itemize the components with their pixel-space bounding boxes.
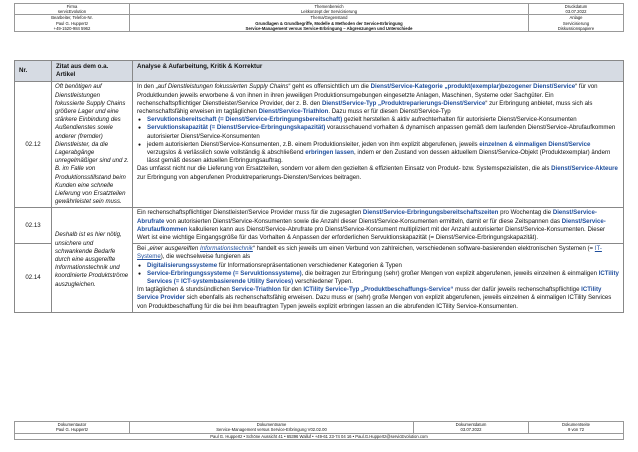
themenbereich-label: Themenbereich [314, 4, 344, 9]
bearbeiter-name: Paul G. Huppertz [55, 20, 89, 26]
header-firma [15, 4, 130, 15]
analysis-table [14, 60, 624, 313]
term-span: Dienst/Service-Typ „Produktreparierungs-Dienst/Service [321, 99, 486, 107]
footer-table [14, 421, 624, 440]
firma-value: servicEvolution [57, 9, 87, 15]
firma-label: Firma [66, 4, 78, 9]
text-span: von autorisierten Dienst/Service-Konsumenten sowie die Anzahl dieser Dienst/Service-Konsumenten ermitteln, damit er für diese Zeitspannen das [164, 217, 562, 225]
bearbeiter-phone: +49-1520-984 5962 [53, 25, 91, 31]
row-analyse [133, 82, 624, 208]
text-span: jedem autorisierten Dienst/Service-Konsumenten, z.B. einem Produktionsleiter, jeden von ihm explizit abgerufenen, jeweils [147, 140, 480, 148]
list-item [147, 262, 619, 270]
list-item [147, 116, 619, 124]
analyse-paragraph [137, 286, 619, 311]
themenbereich-value: Leitkonzept der Servicisierung [300, 9, 358, 15]
informationstechnik-link[interactable]: Informationstechnik [200, 245, 253, 253]
term-span: Dienst/Service-Kategorie „produkt(exemplar)bezogener Dienst/Service [370, 83, 576, 91]
term-span: Dienst/Service-Abrufaufkommen [137, 217, 606, 233]
autor-label: Dokumentautor [57, 422, 87, 427]
text-span: sich ebenfalls als rechenschaftsfähig erweisen. Dazu muss er (sehr) große Mengen von explizit abgerufenen, jeweils einzelnen & einmaligen ICTility Services von Produktbeschaffung für die bei ihm beauftragten Typen jeweils explizit erbringen lassen an die abrufenden ICTility Service-Konsumenten. [137, 294, 612, 310]
dokumentname-value: Service-Management versus Service-Erbringung V02.02.00 [216, 427, 327, 433]
col-header-nr: Nr. [15, 61, 52, 82]
table-header-row [15, 61, 624, 82]
analyse-paragraph [137, 209, 619, 242]
footer-name [130, 422, 414, 434]
term-span: Dienst/Service-Erbringungsbereitschaftszeiten [362, 209, 499, 217]
term-span: einzelnen & einmaligen Dienst/Service [479, 140, 591, 148]
header-druckdatum [529, 4, 624, 15]
text-span: “ geht es offensichtlich um die [288, 83, 371, 91]
dokumentdatum-value: 03.07.2022 [460, 427, 482, 433]
text-span: In den „ [137, 83, 158, 91]
text-span: , indem er den Zustand von dessen aktuellem Dienst/Service-Objekt (Produktexemplar) ändern lässt gemäß dessen aktuellen Erbringungsauftrag. [147, 149, 611, 165]
text-span: vorausschauend vorhalten & dynamisch anpassen gemäß dem laufenden Dienst/Service-Abrufaufkommen autorisierter Dienst/Service-Konsumenten [147, 124, 616, 140]
text-span: pro Wochentag die [498, 209, 553, 217]
text-span: verzugslos & verlässlich sowie vollständig & abschließend [147, 149, 306, 157]
quote-span: auf Dienstleistungen fokussierten Supply Chains [157, 83, 289, 91]
text-span: für den [280, 286, 304, 294]
term-span: Digitalisierungssysteme [147, 261, 218, 269]
row-nr: 02.14 [15, 244, 52, 313]
term-span: erbringen lassen [305, 149, 354, 157]
autor-value: Paul G. Huppertz [55, 427, 89, 433]
dokumentname-label: Dokumentname [256, 422, 287, 427]
text-span: “ zur Erbringung anbietet, muss sich als rechenschaftsfähig erweisen im tagtäglichen [137, 99, 593, 116]
text-span: verschiedener Typen. [293, 278, 354, 286]
row-nr: 02.13 [15, 208, 52, 244]
list-item [147, 141, 619, 166]
footer-autor [15, 422, 130, 434]
text-span: gezielt herstellen & aktiv aufrechterhalten für autorisierte Dienst/Service-Konsumenten [342, 116, 577, 124]
footer-address: Paul G. Huppertz • Schöne Aussicht 41 • 65396 Walluf • +49-61 23-74 04 16 • Paul.G.Huppertz@servicEvolution.com [15, 433, 624, 439]
term-span: Service-Erbringungssysteme (= Servuktionssysteme) [147, 269, 302, 277]
footer-datum [414, 422, 529, 434]
col-header-zitat: Zitat aus dem o.a. Artikel [52, 61, 133, 82]
quote-span: einer ausgereiften [149, 245, 201, 253]
thema-line2: Service-Management versus Service-Erbringung – Abgrenzungen und Unterschiede [245, 25, 413, 31]
row-analyse [133, 244, 624, 313]
row-nr: 02.12 [15, 82, 52, 208]
text-span: für Informationsrepräsentationen verschiedener Kategorien & Typen [217, 261, 402, 269]
header-themenbereich [130, 4, 529, 15]
dokumentseite-value: 9 von 72 [567, 427, 585, 433]
term-span: Dienst/Service-Triathlon [258, 108, 329, 116]
bullet-list [137, 116, 619, 165]
text-span: . Dazu muss er für diesen Dienst/Service-Typ [328, 108, 451, 116]
anlage-line2: Diskussionspapiere [557, 25, 595, 31]
list-item [147, 124, 619, 140]
text-span: Ein rechenschaftspflichtiger Dienstleister/Service Provider muss für die zugesagten [137, 209, 363, 217]
druckdatum-value: 03.07.2022 [565, 9, 587, 15]
header-bearbeiter [15, 15, 130, 32]
header-table [14, 3, 624, 32]
text-span: Das umfasst nicht nur die Lieferung von Ersatzteilen, sondern vor allem den gezielten & effizienten Einsatz von Produkt- bzw. Systemspezialisten, die als [137, 165, 552, 173]
table-row [15, 208, 624, 244]
druckdatum-label: Druckdatum [564, 4, 588, 9]
footer-seite [529, 422, 624, 434]
text-span: “ handelt es sich jeweils um einen Verbund von zahlreichen, verschiedenen software-basierenden elektronischen Systemen (= [252, 245, 595, 253]
term-span: ICTility Service Provider [137, 286, 602, 302]
bullet-list [137, 262, 619, 287]
term-span: Dienst/Service-Abrufrate [137, 209, 597, 225]
text-span: , die beitragen zur Erbringung (sehr) großer Mengen von explizit abgerufenen, jeweils einzelnen & einmaligen [301, 269, 599, 277]
table-row [15, 82, 624, 208]
text-span: Bei „ [137, 245, 150, 253]
dokumentseite-label: Dokumentseite [562, 422, 590, 427]
header-thema [130, 15, 529, 32]
row-analyse [133, 208, 624, 244]
it-systeme-link[interactable]: IT-Systeme [137, 245, 602, 261]
col-header-analyse: Analyse & Aufarbeitung, Kritik & Korrektur [133, 61, 624, 82]
thema-line1: Grundlagen & Grundbegriffe, Modelle & Methoden der Service-Erbringung [255, 20, 403, 26]
row-zitat: Oft benötigen auf Dienstleistungen fokussierte Supply Chains größere Lager und eine stärkere Einbindung des Außendienstes sowie anderer (fremder) Dienstleister, da die Lagerabgänge unregelmäßiger sind und z. B. im Falle von Produktionsstillstand beim Kunden eine schnelle Lieferung von Ersatzteilen gewährleistet sein muss. [52, 82, 133, 208]
term-span: Dienst/Service-Akteure [551, 165, 618, 173]
analyse-paragraph [137, 165, 619, 181]
text-span: Im tagtäglichen & stundsündlichen [137, 286, 232, 294]
term-span: Servuktionsbereitschaft (= Dienst/Service-Erbringungsbereitschaft) [147, 116, 343, 124]
text-span: ), die wechselweise fungieren als [160, 253, 251, 261]
term-span: ICTility Service-Typ „Produktbeschaffungs-Service“ [303, 286, 454, 294]
text-span: muss der dafür jeweils rechenschaftspflichtige [453, 286, 582, 294]
analyse-paragraph [137, 245, 619, 261]
text-span: kalkulieren kann aus Dienst/Service-Abrufrate pro Dienst/Service-Konsument multipliziert mit der Anzahl autorisierter Dienst/Service-Konsumenten. Dieser Wert ist eine wichtige Eingangsgröße für das Vorhalten & Anpassen der erforderlichen Servuktionskapazität (= Dienst/Service-Erbringungskapazität). [137, 225, 606, 242]
term-span: ICTility Services (= ICT-systembasierende Utility Services) [147, 269, 619, 286]
anlage-label: Anlage [569, 15, 583, 21]
text-span: “ für von Produktkunden jeweils erworbene & von ihnen in ihren jeweiligen Produktionsumgebungen eingesetzte Anlagen, Maschinen, Systeme oder Sachgüter. Ein rechenschaftspflichtiger Dienstleister/Service Provider, der z. B. den [137, 83, 598, 107]
text-span: zur Erbringung von abgerufenen Produktreparierungs-Diensten/Services beitragen. [137, 173, 362, 181]
header-anlage [529, 15, 624, 32]
dokumentdatum-label: Dokumentdatum [455, 422, 487, 427]
term-span: Servuktionskapazität (= Dienst/Service-Erbringungskapazität) [147, 124, 326, 132]
thema-label: Thema/Gegenstand [310, 15, 348, 21]
row-zitat: Deshalb ist es hier nötig, unsichere und schwankende Bedarfe durch eine ausgereifte Informationstechnik und koordinierte Produktströme auszugleichen. [52, 208, 133, 312]
bearbeiter-label: Bearbeiter, Telefon-Nr. [51, 15, 93, 21]
anlage-line1: Servicisierung [562, 20, 590, 26]
analyse-paragraph [137, 83, 619, 116]
term-span: Service-Triathlon [231, 286, 281, 294]
list-item [147, 270, 619, 286]
